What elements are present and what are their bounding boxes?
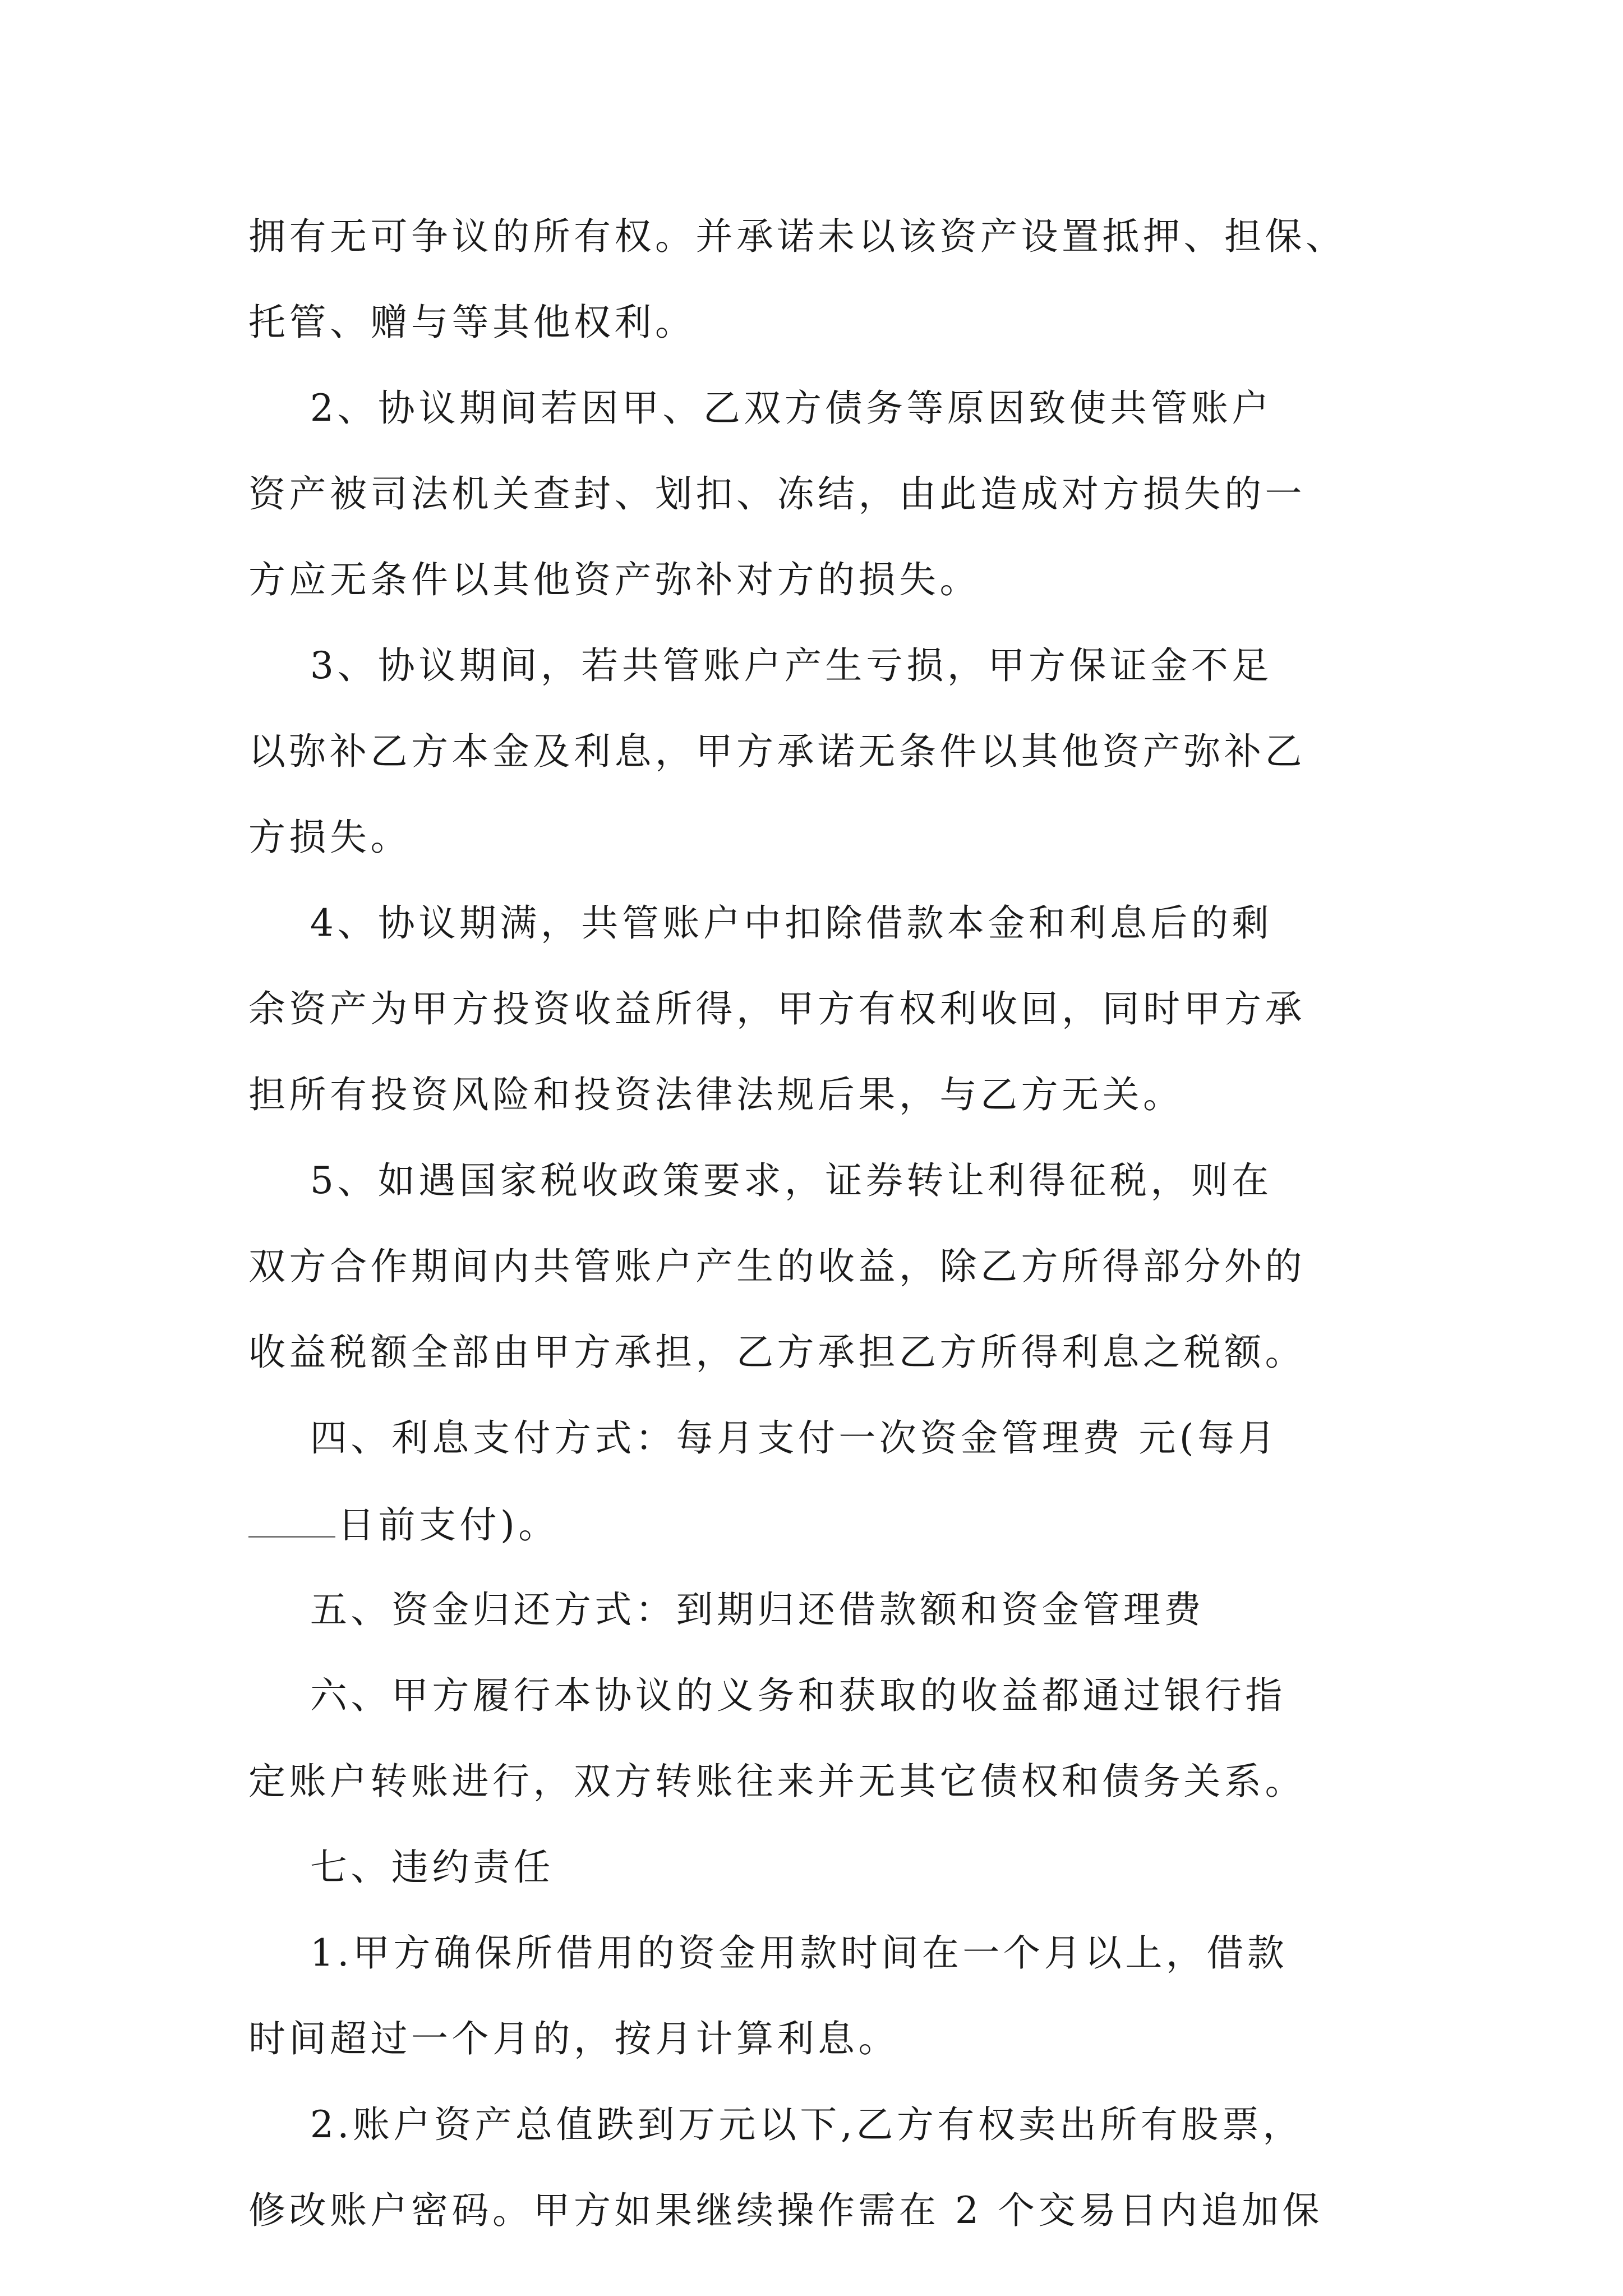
text-line: 余资产为甲方投资收益所得，甲方有权利收回，同时甲方承 [248,987,1306,1030]
text-line: 修改账户密码。甲方如果继续操作需在 2 个交易日内追加保 [248,2189,1323,2232]
text-line: 托管、赠与等其他权利。 [248,301,696,344]
text-line: 六、甲方履行本协议的义务和获取的收益都通过银行指 [248,1674,1286,1717]
text-line: 日前支付)。 [338,1503,559,1547]
text-line: 3、协议期间，若共管账户产生亏损，甲方保证金不足 [248,644,1272,687]
text-line: 收益税额全部由甲方承担，乙方承担乙方所得利息之税额。 [248,1331,1306,1374]
text-line: 拥有无可争议的所有权。并承诺未以该资产设置抵押、担保、 [248,215,1347,258]
text-line: 方应无条件以其他资产弥补对方的损失。 [248,558,980,601]
text-line: 担所有投资风险和投资法律法规后果，与乙方无关。 [248,1073,1184,1116]
text-line: 定账户转账进行，双方转账往来并无其它债权和债务关系。 [248,1760,1306,1803]
text-line: 资产被司法机关查封、划扣、冻结，由此造成对方损失的一 [248,472,1306,516]
text-line-with-blank [248,1499,559,1549]
text-line: 七、违约责任 [248,1846,554,1889]
text-line: 5、如遇国家税收政策要求，证券转让利得征税，则在 [248,1159,1272,1202]
text-line: 1.甲方确保所借用的资金用款时间在一个月以上，借款 [248,1931,1288,1975]
text-line: 双方合作期间内共管账户产生的收益，除乙方所得部分外的 [248,1245,1306,1288]
text-line: 4、协议期满，共管账户中扣除借款本金和利息后的剩 [248,901,1272,945]
text-line: 四、利息支付方式：每月支付一次资金管理费 元(每月 [248,1416,1279,1460]
text-line: 时间超过一个月的，按月计算利息。 [248,2017,899,2060]
text-line: 以弥补乙方本金及利息，甲方承诺无条件以其他资产弥补乙 [248,730,1306,773]
text-line: 五、资金归还方式：到期归还借款额和资金管理费 [248,1588,1205,1631]
fill-in-blank [248,1499,335,1538]
text-line: 方损失。 [248,816,411,859]
text-line: 2、协议期间若因甲、乙双方债务等原因致使共管账户 [248,386,1272,430]
text-line: 2.账户资产总值跌到万元以下,乙方有权卖出所有股票， [248,2103,1303,2146]
